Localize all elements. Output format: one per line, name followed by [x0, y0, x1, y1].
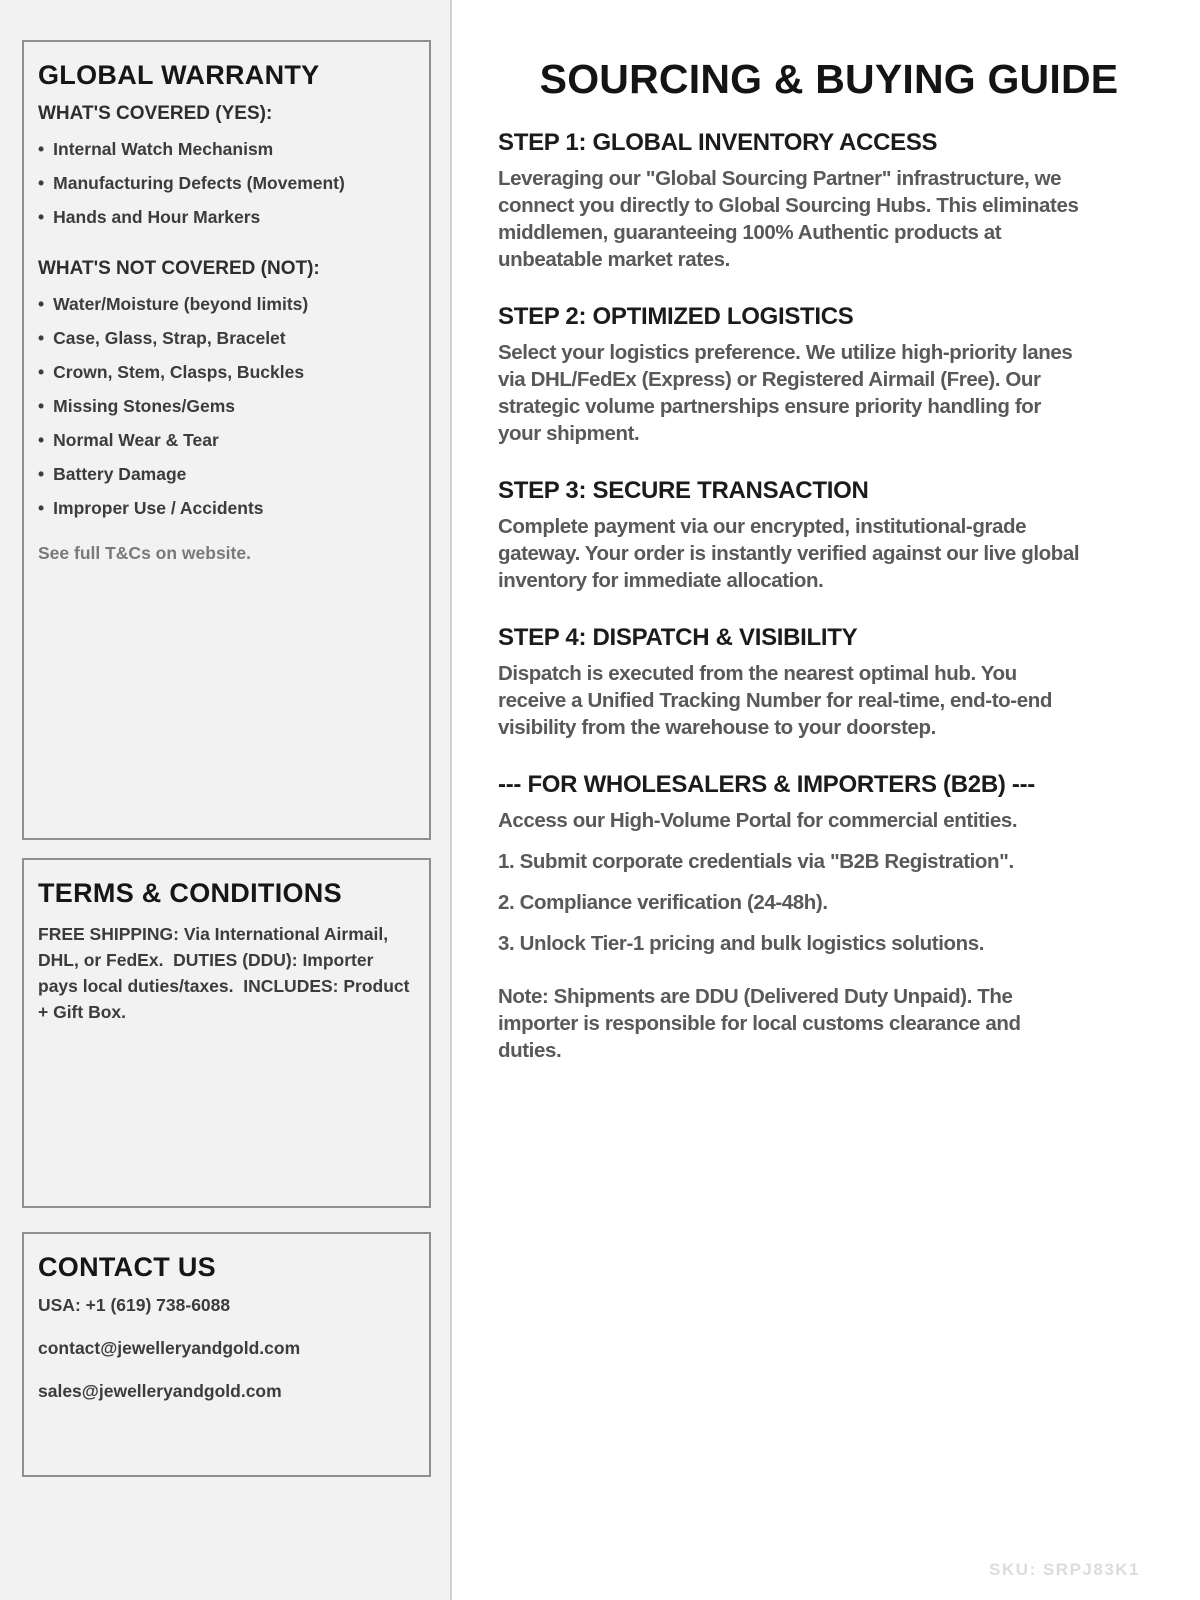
sku-label: SKU: SRPJ83K1	[989, 1560, 1140, 1579]
step-3-heading: STEP 3: SECURE TRANSACTION	[498, 477, 869, 504]
covered-title: WHAT'S COVERED (YES):	[38, 103, 273, 124]
step-1-body: Leveraging our "Global Sourcing Partner" infrastructure, we connect you directly to Global Sourcing Hubs. This eliminates middlemen, guaranteeing 100% Authentic products at unbeatable market rates.	[498, 167, 1079, 271]
b2b-heading: --- FOR WHOLESALERS & IMPORTERS (B2B) ---	[498, 771, 1035, 798]
list-item: • Hands and Hour Markers	[38, 207, 413, 228]
covered-list	[38, 139, 413, 228]
step-2-section	[498, 303, 1160, 447]
b2b-note: Note: Shipments are DDU (Delivered Duty Unpaid). The importer is responsible for local customs clearance and duties.	[498, 985, 1021, 1062]
contact-email: contact@jewelleryandgold.com	[38, 1338, 301, 1358]
b2b-item-2: 2. Compliance verification (24-48h).	[498, 891, 828, 914]
contact-sales-email: sales@jewelleryandgold.com	[38, 1381, 282, 1401]
warranty-title: GLOBAL WARRANTY	[38, 60, 320, 90]
sidebar	[0, 0, 452, 1600]
terms-panel	[22, 858, 431, 1208]
list-item: • Water/Moisture (beyond limits)	[38, 294, 413, 315]
step-3-section	[498, 477, 1160, 594]
step-3-body: Complete payment via our encrypted, institutional-grade gateway. Your order is instantly verified against our live global inventory for immediate allocation.	[498, 515, 1080, 592]
list-item: • Battery Damage	[38, 464, 413, 485]
terms-title: TERMS & CONDITIONS	[38, 878, 342, 908]
step-2-body: Select your logistics preference. We utilize high-priority lanes via DHL/FedEx (Express) or Registered Airmail (Free). Our strategic volume partnerships ensure priority handling for your shipment.	[498, 341, 1073, 445]
list-item: • Missing Stones/Gems	[38, 396, 413, 417]
b2b-item-1: 1. Submit corporate credentials via "B2B Registration".	[498, 850, 1014, 873]
contact-panel	[22, 1232, 431, 1477]
list-item: • Internal Watch Mechanism	[38, 139, 413, 160]
main-content	[454, 0, 1200, 1600]
not-covered-title: WHAT'S NOT COVERED (NOT):	[38, 258, 320, 279]
step-1-section	[498, 129, 1160, 273]
list-item: • Improper Use / Accidents	[38, 498, 413, 519]
warranty-panel	[22, 40, 431, 840]
not-covered-list	[38, 294, 413, 519]
step-2-heading: STEP 2: OPTIMIZED LOGISTICS	[498, 303, 854, 330]
list-item: • Normal Wear & Tear	[38, 430, 413, 451]
b2b-item-3: 3. Unlock Tier-1 pricing and bulk logistics solutions.	[498, 932, 985, 955]
terms-body: FREE SHIPPING: Via International Airmail, DHL, or FedEx. DUTIES (DDU): Importer pays local duties/taxes. INCLUDES: Product + Gift Box.	[38, 924, 415, 1022]
page-title: SOURCING & BUYING GUIDE	[539, 56, 1119, 102]
list-item: • Case, Glass, Strap, Bracelet	[38, 328, 413, 349]
step-4-body: Dispatch is executed from the nearest optimal hub. You receive a Unified Tracking Number for real-time, end-to-end visibility from the warehouse to your doorstep.	[498, 662, 1052, 739]
list-item: • Crown, Stem, Clasps, Buckles	[38, 362, 413, 383]
contact-phone: USA: +1 (619) 738-6088	[38, 1295, 231, 1315]
b2b-intro: Access our High-Volume Portal for commercial entities.	[498, 809, 1018, 832]
step-4-section	[498, 624, 1160, 741]
b2b-section	[498, 771, 1160, 1064]
list-item: • Manufacturing Defects (Movement)	[38, 173, 413, 194]
step-4-heading: STEP 4: DISPATCH & VISIBILITY	[498, 624, 858, 651]
warranty-footnote: See full T&Cs on website.	[38, 543, 251, 563]
step-1-heading: STEP 1: GLOBAL INVENTORY ACCESS	[498, 129, 938, 156]
contact-title: CONTACT US	[38, 1252, 216, 1282]
